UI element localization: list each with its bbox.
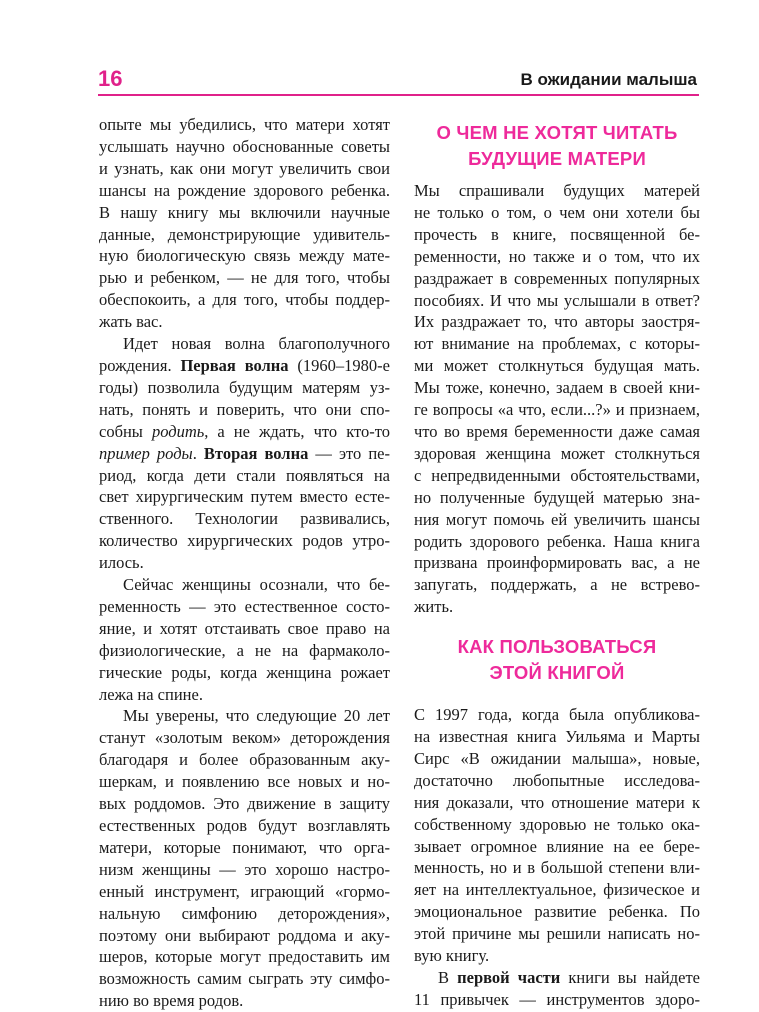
text-line: с непредвиденными обстоятельствами,	[414, 465, 700, 485]
text-line: нальную симфонию деторождения»,	[99, 903, 390, 923]
running-title: В ожидании малыша	[520, 70, 697, 89]
text-line: запугать, поддержать, а не встрево-	[414, 575, 700, 595]
text-line: количество хирургических родов утро-	[99, 531, 390, 551]
text-line: но полученные будущей матерью зна-	[414, 487, 700, 507]
text-line: здоровая женщина может столкнуться	[414, 443, 700, 463]
text-line: Мы тоже, конечно, задаем в своей кни-	[414, 378, 700, 398]
paragraph-4	[99, 705, 390, 1012]
bold-term: Первая волна	[180, 355, 289, 375]
text-line: данные, демонстрирующие удивитель-	[99, 224, 390, 244]
text-line: ния могут помочь ей увеличить шансы	[414, 509, 700, 529]
section-2-paragraph-2	[414, 967, 700, 1011]
text-line: вых роддомов. Это движение в защиту	[99, 794, 390, 814]
text-line: ственного. Технологии развивались,	[99, 509, 390, 529]
section-1-body	[414, 180, 700, 618]
text-line: ге вопросы «а что, если...?» и признаем,	[414, 400, 700, 420]
text-line: С 1997 года, когда была опубликова-	[414, 705, 700, 725]
text-line: шеркам, и появлению все новых и но-	[99, 772, 390, 792]
text-run: .	[192, 443, 204, 463]
text-run: собны	[99, 421, 152, 441]
text-line: В нашу книгу мы включили научные	[99, 202, 390, 222]
text-line: услышать научно обоснованные советы	[99, 136, 390, 156]
text-line: собственному здоровью не только ока-	[414, 814, 700, 834]
section-heading-1	[414, 114, 700, 180]
text-line: жать вас.	[99, 312, 163, 332]
text-line	[99, 421, 390, 443]
text-line: возможность самим сыграть эту симфо-	[99, 969, 390, 989]
text-line: зывает огромное влияние на ее бере-	[414, 836, 700, 856]
text-line: обеспокоить, а для того, чтобы поддер-	[99, 290, 390, 310]
text-line: на известная книга Уильяма и Марты	[414, 727, 700, 747]
text-run: книги вы найдете	[560, 968, 701, 987]
text-line: физиологические, а не на фармаколо-	[99, 640, 390, 660]
text-line: не только о том, о чем они хотели бы	[414, 202, 700, 222]
text-run: (1960–1980-е	[288, 355, 390, 375]
text-line: и узнать, как они могут увеличить свои	[99, 158, 390, 178]
text-line: свет хирургическим путем вместо есте-	[99, 487, 390, 507]
text-line	[99, 443, 390, 465]
text-line: матери, которые понимают, что орга-	[99, 837, 390, 857]
text-line: нать, понять и поверить, что они спо-	[99, 399, 390, 419]
text-line: родить здорового ребенка. Наша книга	[414, 531, 700, 551]
text-line: рью и ребенком, — не для того, чтобы	[99, 268, 390, 288]
text-line: благодаря и более образованным аку-	[99, 750, 390, 770]
text-line: лежа на спине.	[99, 684, 203, 704]
text-line: Сейчас женщины осознали, что бе-	[123, 575, 390, 595]
section-title-line: БУДУЩИЕ МАТЕРИ	[468, 148, 646, 169]
text-run: рождения.	[99, 355, 181, 375]
italic-term: родить	[151, 421, 205, 441]
bold-term: Вторая волна	[203, 443, 309, 463]
text-line: вую книгу.	[414, 946, 490, 966]
left-column	[99, 114, 390, 1012]
text-line: ную биологическую связь между мате-	[99, 246, 390, 266]
text-line: станут «золотым веком» деторождения	[99, 728, 390, 748]
text-line: опыте мы убедились, что матери хотят	[99, 115, 390, 134]
text-line: Идет новая волна благополучного	[123, 334, 390, 354]
text-run: , а не ждать, что кто-то	[204, 421, 390, 441]
bold-term: первой части	[457, 968, 561, 987]
section-title-line: ЭТОЙ КНИГОЙ	[489, 662, 625, 684]
text-line: Их раздражает то, что авторы заостря-	[414, 312, 700, 332]
section-heading-2	[414, 634, 700, 704]
text-line: прочесть в книге, посвященной бе-	[414, 224, 700, 244]
text-line: жить.	[414, 597, 454, 617]
text-run: В	[438, 968, 458, 987]
text-line: поэтому они выбирают роддома и аку-	[99, 925, 390, 945]
text-line: призвана проинформировать вас, а не	[414, 553, 700, 573]
text-line: низм женщины — это хорошо настро-	[99, 859, 390, 879]
text-line: эмоциональное развитие ребенка. По	[414, 902, 700, 922]
text-line: Сирс «В ожидании малыша», новые,	[414, 748, 700, 768]
text-line: енный инструмент, играющий «гормо-	[99, 881, 390, 901]
text-line: илось.	[99, 553, 144, 573]
text-run: — это пе-	[308, 443, 390, 463]
text-line: яет на интеллектуальное, физическое и	[414, 880, 700, 900]
text-line: что во время беременности даже самая	[414, 421, 700, 441]
section-2-body	[414, 704, 700, 967]
section-title-line: О ЧЕМ НЕ ХОТЯТ ЧИТАТЬ	[436, 122, 678, 143]
text-line: ременность — это естественное состо-	[99, 596, 390, 616]
text-line: менность, но и в большой степени вли-	[414, 858, 700, 878]
text-line: нию во время родов.	[99, 991, 244, 1011]
text-line: ния доказали, что отношение матери к	[414, 792, 700, 812]
paragraph-2	[99, 333, 390, 574]
text-line: ременности, но также и о том, что их	[414, 246, 700, 266]
italic-term: пример роды	[99, 443, 193, 463]
text-line: шансы на рождение здорового ребенка.	[99, 180, 390, 200]
text-line: ми может столкнуться будущая мать.	[414, 356, 700, 376]
text-line: гические роды, когда женщина рожает	[99, 662, 390, 682]
text-line: этой причине мы решили написать но-	[414, 924, 700, 944]
section-title-line: КАК ПОЛЬЗОВАТЬСЯ	[457, 636, 657, 658]
text-line: 11 привычек — инструментов здоро-	[414, 989, 700, 1009]
text-line: шеров, которые могут предоставить им	[99, 947, 390, 967]
text-line: ют внимание на проблемах, с которы-	[414, 334, 700, 354]
text-line: риод, когда дети стали появляться на	[99, 465, 390, 485]
text-line: Мы уверены, что следующие 20 лет	[123, 706, 390, 726]
text-line: раздражает в современных популярных	[414, 268, 700, 288]
page-number: 16	[98, 66, 123, 91]
paragraph-1	[99, 114, 390, 333]
text-line: годы) позволила будущим матерям уз-	[99, 377, 390, 397]
right-column	[414, 114, 700, 1011]
header-divider	[98, 94, 699, 96]
text-line: достаточно любопытные исследова-	[414, 770, 700, 790]
text-line: Мы спрашивали будущих матерей	[414, 181, 700, 200]
text-line	[99, 355, 390, 377]
paragraph-3	[99, 574, 390, 705]
text-line: естественных родов будут возглавлять	[99, 816, 390, 835]
text-line: пособиях. И что мы услышали в ответ?	[414, 290, 700, 310]
text-line: яние, и хотят отстаивать свое право на	[99, 618, 390, 638]
text-line	[414, 967, 700, 989]
